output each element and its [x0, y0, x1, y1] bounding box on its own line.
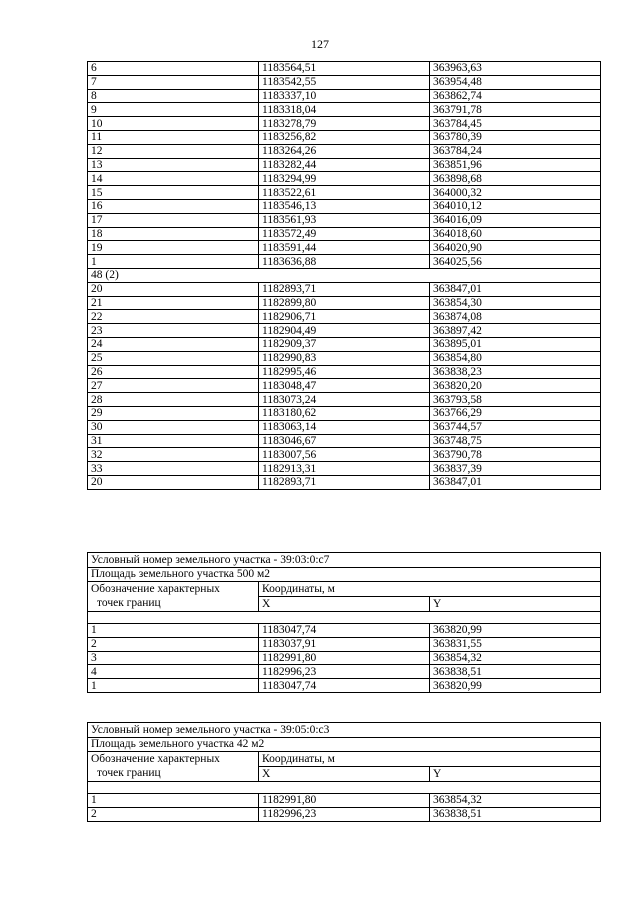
header-points-line2: точек границ	[97, 597, 161, 609]
y-coordinate-cell: 364018,60	[430, 227, 601, 241]
x-coordinate-cell: 1182893,71	[259, 475, 430, 489]
table-row	[88, 130, 601, 144]
y-coordinate-cell: 363854,32	[430, 651, 601, 665]
point-id-cell: 33	[88, 462, 259, 476]
point-id-cell: 12	[88, 144, 259, 158]
x-coordinate-cell: 1183048,47	[259, 379, 430, 393]
table-row	[88, 310, 601, 324]
y-coordinate-cell: 363898,68	[430, 172, 601, 186]
x-coordinate-cell: 1183572,49	[259, 227, 430, 241]
table-row	[88, 679, 601, 693]
point-id-cell: 8	[88, 89, 259, 103]
header-points-line1: Обозначение характерных	[91, 583, 220, 595]
table-row	[88, 227, 601, 241]
point-id-cell: 20	[88, 282, 259, 296]
table-row	[88, 172, 601, 186]
x-coordinate-cell: 1183007,56	[259, 448, 430, 462]
plot-table-2	[87, 722, 601, 822]
point-id-cell: 15	[88, 186, 259, 200]
header-y: Y	[430, 767, 601, 782]
x-coordinate-cell: 1183282,44	[259, 158, 430, 172]
table-row	[88, 103, 601, 117]
x-coordinate-cell: 1183542,55	[259, 75, 430, 89]
table-row	[88, 282, 601, 296]
table-row	[88, 420, 601, 434]
x-coordinate-cell: 1182904,49	[259, 324, 430, 338]
y-coordinate-cell: 363862,74	[430, 89, 601, 103]
x-coordinate-cell: 1183522,61	[259, 186, 430, 200]
y-coordinate-cell: 363831,55	[430, 637, 601, 651]
x-coordinate-cell: 1182991,80	[259, 651, 430, 665]
y-coordinate-cell: 363838,23	[430, 365, 601, 379]
x-coordinate-cell: 1183564,51	[259, 62, 430, 76]
point-id-cell: 14	[88, 172, 259, 186]
point-id-cell: 21	[88, 296, 259, 310]
table-row	[88, 62, 601, 76]
table-row	[88, 241, 601, 255]
coordinates-rows-part2	[88, 282, 601, 489]
point-id-cell: 20	[88, 475, 259, 489]
x-coordinate-cell: 1182991,80	[259, 794, 430, 808]
plot-title: Условный номер земельного участка - 39:05:0:с3	[88, 723, 601, 738]
y-coordinate-cell: 363838,51	[430, 807, 601, 821]
point-id-cell: 2	[88, 807, 259, 821]
table-row	[88, 324, 601, 338]
x-coordinate-cell: 1182996,23	[259, 665, 430, 679]
y-coordinate-cell: 363847,01	[430, 282, 601, 296]
x-coordinate-cell: 1182995,46	[259, 365, 430, 379]
point-id-cell: 27	[88, 379, 259, 393]
point-id-cell: 4	[88, 665, 259, 679]
x-coordinate-cell: 1183278,79	[259, 117, 430, 131]
plot-rows	[88, 624, 601, 693]
section-row	[88, 268, 601, 282]
header-x: X	[259, 597, 430, 612]
point-id-cell: 19	[88, 241, 259, 255]
y-coordinate-cell: 363838,51	[430, 665, 601, 679]
y-coordinate-cell: 363784,45	[430, 117, 601, 131]
table-row	[88, 89, 601, 103]
plot-area: Площадь земельного участка 42 м2	[88, 737, 601, 752]
y-coordinate-cell: 363854,30	[430, 296, 601, 310]
point-id-cell: 9	[88, 103, 259, 117]
point-id-cell: 31	[88, 434, 259, 448]
y-coordinate-cell: 363784,24	[430, 144, 601, 158]
table-row	[88, 337, 601, 351]
header-coords: Координаты, м	[259, 752, 601, 767]
y-coordinate-cell: 363847,01	[430, 475, 601, 489]
y-coordinate-cell: 363837,39	[430, 462, 601, 476]
table-row	[88, 351, 601, 365]
table-row	[88, 807, 601, 821]
table-row	[88, 255, 601, 269]
point-id-cell: 1	[88, 679, 259, 693]
y-coordinate-cell: 363790,78	[430, 448, 601, 462]
table-row	[88, 365, 601, 379]
table-row	[88, 434, 601, 448]
y-coordinate-cell: 364000,32	[430, 186, 601, 200]
x-coordinate-cell: 1183046,67	[259, 434, 430, 448]
blank-row	[88, 782, 601, 794]
point-id-cell: 32	[88, 448, 259, 462]
x-coordinate-cell: 1183294,99	[259, 172, 430, 186]
point-id-cell: 25	[88, 351, 259, 365]
coordinates-rows-part1	[88, 62, 601, 269]
table-row	[88, 462, 601, 476]
plot-title: Условный номер земельного участка - 39:03:0:с7	[88, 553, 601, 568]
y-coordinate-cell: 364016,09	[430, 213, 601, 227]
x-coordinate-cell: 1183037,91	[259, 637, 430, 651]
point-id-cell: 17	[88, 213, 259, 227]
table-row	[88, 379, 601, 393]
y-coordinate-cell: 363963,63	[430, 62, 601, 76]
table-row	[88, 117, 601, 131]
header-points-line2: точек границ	[97, 767, 161, 779]
table-row	[88, 158, 601, 172]
point-id-cell: 10	[88, 117, 259, 131]
table-row	[88, 296, 601, 310]
table-row	[88, 393, 601, 407]
point-id-cell: 1	[88, 255, 259, 269]
section-label: 48 (2)	[88, 268, 601, 282]
x-coordinate-cell: 1182893,71	[259, 282, 430, 296]
y-coordinate-cell: 363748,75	[430, 434, 601, 448]
y-coordinate-cell: 363820,20	[430, 379, 601, 393]
point-id-cell: 7	[88, 75, 259, 89]
table-row	[88, 406, 601, 420]
x-coordinate-cell: 1183591,44	[259, 241, 430, 255]
point-id-cell: 30	[88, 420, 259, 434]
x-coordinate-cell: 1182990,83	[259, 351, 430, 365]
x-coordinate-cell: 1183047,74	[259, 679, 430, 693]
plot-table-1	[87, 552, 601, 693]
point-id-cell: 22	[88, 310, 259, 324]
header-points-line1: Обозначение характерных	[91, 753, 220, 765]
y-coordinate-cell: 363766,29	[430, 406, 601, 420]
table-row	[88, 651, 601, 665]
header-coords: Координаты, м	[259, 582, 601, 597]
point-id-cell: 3	[88, 651, 259, 665]
x-coordinate-cell: 1183073,24	[259, 393, 430, 407]
table-row	[88, 186, 601, 200]
point-id-cell: 24	[88, 337, 259, 351]
x-coordinate-cell: 1183636,88	[259, 255, 430, 269]
x-coordinate-cell: 1183546,13	[259, 199, 430, 213]
y-coordinate-cell: 363874,08	[430, 310, 601, 324]
table-row	[88, 448, 601, 462]
header-y: Y	[430, 597, 601, 612]
x-coordinate-cell: 1183561,93	[259, 213, 430, 227]
x-coordinate-cell: 1183256,82	[259, 130, 430, 144]
table-row	[88, 624, 601, 638]
table-row	[88, 637, 601, 651]
x-coordinate-cell: 1182899,80	[259, 296, 430, 310]
y-coordinate-cell: 363820,99	[430, 679, 601, 693]
table-row	[88, 794, 601, 808]
y-coordinate-cell: 363820,99	[430, 624, 601, 638]
y-coordinate-cell: 363744,57	[430, 420, 601, 434]
point-id-cell: 1	[88, 624, 259, 638]
plot-rows	[88, 794, 601, 822]
table-row	[88, 475, 601, 489]
point-id-cell: 23	[88, 324, 259, 338]
point-id-cell: 16	[88, 199, 259, 213]
x-coordinate-cell: 1183318,04	[259, 103, 430, 117]
point-id-cell: 2	[88, 637, 259, 651]
blank-row	[88, 612, 601, 624]
y-coordinate-cell: 363895,01	[430, 337, 601, 351]
y-coordinate-cell: 363897,42	[430, 324, 601, 338]
x-coordinate-cell: 1183264,26	[259, 144, 430, 158]
y-coordinate-cell: 364010,12	[430, 199, 601, 213]
x-coordinate-cell: 1183180,62	[259, 406, 430, 420]
y-coordinate-cell: 363851,96	[430, 158, 601, 172]
point-id-cell: 13	[88, 158, 259, 172]
y-coordinate-cell: 363854,80	[430, 351, 601, 365]
y-coordinate-cell: 364025,56	[430, 255, 601, 269]
header-points	[88, 752, 259, 782]
header-points	[88, 582, 259, 612]
y-coordinate-cell: 363793,58	[430, 393, 601, 407]
y-coordinate-cell: 363854,32	[430, 794, 601, 808]
x-coordinate-cell: 1182996,23	[259, 807, 430, 821]
header-x: X	[259, 767, 430, 782]
x-coordinate-cell: 1182909,37	[259, 337, 430, 351]
x-coordinate-cell: 1182913,31	[259, 462, 430, 476]
page-number: 127	[311, 37, 329, 51]
point-id-cell: 28	[88, 393, 259, 407]
coordinates-table	[87, 61, 601, 490]
point-id-cell: 1	[88, 794, 259, 808]
y-coordinate-cell: 363780,39	[430, 130, 601, 144]
x-coordinate-cell: 1183047,74	[259, 624, 430, 638]
table-row	[88, 75, 601, 89]
y-coordinate-cell: 363791,78	[430, 103, 601, 117]
point-id-cell: 6	[88, 62, 259, 76]
table-row	[88, 213, 601, 227]
y-coordinate-cell: 363954,48	[430, 75, 601, 89]
table-row	[88, 199, 601, 213]
table-row	[88, 665, 601, 679]
point-id-cell: 11	[88, 130, 259, 144]
x-coordinate-cell: 1182906,71	[259, 310, 430, 324]
table-row	[88, 144, 601, 158]
point-id-cell: 18	[88, 227, 259, 241]
x-coordinate-cell: 1183337,10	[259, 89, 430, 103]
point-id-cell: 29	[88, 406, 259, 420]
point-id-cell: 26	[88, 365, 259, 379]
x-coordinate-cell: 1183063,14	[259, 420, 430, 434]
plot-area: Площадь земельного участка 500 м2	[88, 567, 601, 582]
y-coordinate-cell: 364020,90	[430, 241, 601, 255]
